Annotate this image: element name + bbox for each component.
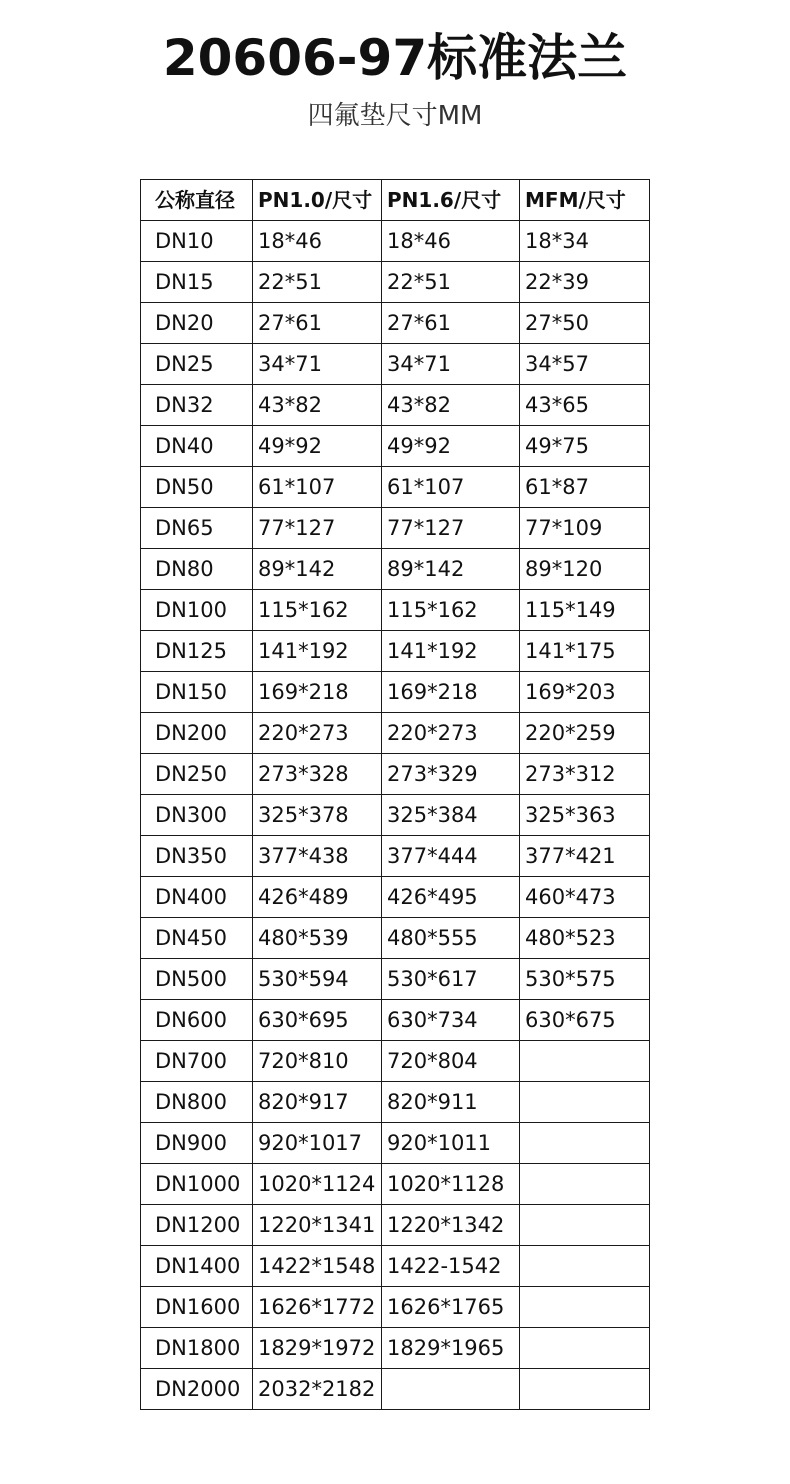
- cell-mfm-size: 630*675: [520, 1000, 650, 1041]
- cell-pn10-size: 377*438: [253, 836, 382, 877]
- table-row: [141, 795, 650, 836]
- table-row: [141, 385, 650, 426]
- cell-nominal-diameter: DN25: [141, 344, 253, 385]
- cell-pn10-size: 630*695: [253, 1000, 382, 1041]
- cell-pn16-size: 34*71: [382, 344, 520, 385]
- cell-pn16-size: 77*127: [382, 508, 520, 549]
- table-row: [141, 1123, 650, 1164]
- cell-nominal-diameter: DN1800: [141, 1328, 253, 1369]
- cell-pn16-size: 273*329: [382, 754, 520, 795]
- cell-pn10-size: 1626*1772: [253, 1287, 382, 1328]
- cell-pn10-size: 720*810: [253, 1041, 382, 1082]
- table-row: [141, 549, 650, 590]
- cell-nominal-diameter: DN10: [141, 221, 253, 262]
- cell-pn10-size: 325*378: [253, 795, 382, 836]
- table-row: [141, 1328, 650, 1369]
- table-row: [141, 508, 650, 549]
- table-row: [141, 877, 650, 918]
- cell-nominal-diameter: DN40: [141, 426, 253, 467]
- cell-mfm-size: 273*312: [520, 754, 650, 795]
- cell-nominal-diameter: DN200: [141, 713, 253, 754]
- cell-pn16-size: 49*92: [382, 426, 520, 467]
- cell-mfm-size: 61*87: [520, 467, 650, 508]
- cell-mfm-size: [520, 1041, 650, 1082]
- cell-pn16-size: 27*61: [382, 303, 520, 344]
- table-row: [141, 303, 650, 344]
- cell-nominal-diameter: DN400: [141, 877, 253, 918]
- table-row: [141, 1041, 650, 1082]
- cell-pn16-size: 820*911: [382, 1082, 520, 1123]
- table-row: [141, 467, 650, 508]
- table-row: [141, 344, 650, 385]
- table-row: [141, 918, 650, 959]
- table-row: [141, 959, 650, 1000]
- cell-mfm-size: [520, 1164, 650, 1205]
- cell-pn10-size: 169*218: [253, 672, 382, 713]
- cell-pn10-size: 141*192: [253, 631, 382, 672]
- cell-pn10-size: 2032*2182: [253, 1369, 382, 1410]
- cell-nominal-diameter: DN1200: [141, 1205, 253, 1246]
- gasket-size-table: [140, 179, 650, 1410]
- cell-mfm-size: 77*109: [520, 508, 650, 549]
- cell-pn10-size: 43*82: [253, 385, 382, 426]
- cell-nominal-diameter: DN150: [141, 672, 253, 713]
- table-row: [141, 754, 650, 795]
- cell-mfm-size: 530*575: [520, 959, 650, 1000]
- cell-pn16-size: 169*218: [382, 672, 520, 713]
- cell-mfm-size: 115*149: [520, 590, 650, 631]
- cell-pn16-size: 61*107: [382, 467, 520, 508]
- cell-pn10-size: 820*917: [253, 1082, 382, 1123]
- cell-pn16-size: 1626*1765: [382, 1287, 520, 1328]
- cell-nominal-diameter: DN900: [141, 1123, 253, 1164]
- cell-pn10-size: 1020*1124: [253, 1164, 382, 1205]
- table-row: [141, 1287, 650, 1328]
- cell-pn16-size: 1422-1542: [382, 1246, 520, 1287]
- cell-pn10-size: 220*273: [253, 713, 382, 754]
- table-header-row: [141, 180, 650, 221]
- cell-pn16-size: 141*192: [382, 631, 520, 672]
- cell-nominal-diameter: DN20: [141, 303, 253, 344]
- table-row: [141, 672, 650, 713]
- column-header-pn10: PN1.0/尺寸: [253, 180, 382, 221]
- column-header-mfm: MFM/尺寸: [520, 180, 650, 221]
- table-row: [141, 1082, 650, 1123]
- cell-mfm-size: [520, 1123, 650, 1164]
- cell-pn10-size: 34*71: [253, 344, 382, 385]
- cell-pn10-size: 27*61: [253, 303, 382, 344]
- cell-pn16-size: 89*142: [382, 549, 520, 590]
- cell-nominal-diameter: DN125: [141, 631, 253, 672]
- cell-mfm-size: [520, 1287, 650, 1328]
- table-row: [141, 836, 650, 877]
- cell-nominal-diameter: DN65: [141, 508, 253, 549]
- cell-mfm-size: [520, 1082, 650, 1123]
- table-row: [141, 1205, 650, 1246]
- table-row: [141, 713, 650, 754]
- cell-pn16-size: 530*617: [382, 959, 520, 1000]
- cell-nominal-diameter: DN80: [141, 549, 253, 590]
- cell-nominal-diameter: DN350: [141, 836, 253, 877]
- cell-nominal-diameter: DN1600: [141, 1287, 253, 1328]
- table-row: [141, 262, 650, 303]
- cell-mfm-size: 377*421: [520, 836, 650, 877]
- table-row: [141, 426, 650, 467]
- cell-pn10-size: 480*539: [253, 918, 382, 959]
- cell-mfm-size: 27*50: [520, 303, 650, 344]
- cell-mfm-size: [520, 1328, 650, 1369]
- table-row: [141, 1164, 650, 1205]
- cell-mfm-size: 34*57: [520, 344, 650, 385]
- cell-pn10-size: 273*328: [253, 754, 382, 795]
- cell-pn16-size: 220*273: [382, 713, 520, 754]
- cell-nominal-diameter: DN300: [141, 795, 253, 836]
- cell-nominal-diameter: DN2000: [141, 1369, 253, 1410]
- cell-mfm-size: 22*39: [520, 262, 650, 303]
- cell-mfm-size: 18*34: [520, 221, 650, 262]
- cell-pn16-size: 377*444: [382, 836, 520, 877]
- cell-pn10-size: 1829*1972: [253, 1328, 382, 1369]
- cell-mfm-size: 141*175: [520, 631, 650, 672]
- cell-pn16-size: [382, 1369, 520, 1410]
- cell-nominal-diameter: DN1400: [141, 1246, 253, 1287]
- cell-pn10-size: 22*51: [253, 262, 382, 303]
- cell-mfm-size: 89*120: [520, 549, 650, 590]
- cell-nominal-diameter: DN450: [141, 918, 253, 959]
- cell-mfm-size: [520, 1246, 650, 1287]
- cell-pn10-size: 920*1017: [253, 1123, 382, 1164]
- cell-pn10-size: 1220*1341: [253, 1205, 382, 1246]
- cell-pn16-size: 426*495: [382, 877, 520, 918]
- cell-pn10-size: 89*142: [253, 549, 382, 590]
- column-header-pn16: PN1.6/尺寸: [382, 180, 520, 221]
- cell-pn10-size: 77*127: [253, 508, 382, 549]
- cell-nominal-diameter: DN600: [141, 1000, 253, 1041]
- table-row: [141, 221, 650, 262]
- cell-pn16-size: 325*384: [382, 795, 520, 836]
- cell-nominal-diameter: DN15: [141, 262, 253, 303]
- cell-pn10-size: 115*162: [253, 590, 382, 631]
- cell-pn16-size: 18*46: [382, 221, 520, 262]
- cell-mfm-size: [520, 1205, 650, 1246]
- cell-mfm-size: 49*75: [520, 426, 650, 467]
- cell-mfm-size: [520, 1369, 650, 1410]
- cell-nominal-diameter: DN250: [141, 754, 253, 795]
- cell-pn10-size: 49*92: [253, 426, 382, 467]
- cell-pn16-size: 1829*1965: [382, 1328, 520, 1369]
- cell-mfm-size: 43*65: [520, 385, 650, 426]
- table-row: [141, 590, 650, 631]
- cell-mfm-size: 169*203: [520, 672, 650, 713]
- cell-pn16-size: 1220*1342: [382, 1205, 520, 1246]
- table-row: [141, 1000, 650, 1041]
- cell-nominal-diameter: DN500: [141, 959, 253, 1000]
- table-row: [141, 1369, 650, 1410]
- cell-pn16-size: 720*804: [382, 1041, 520, 1082]
- cell-pn16-size: 480*555: [382, 918, 520, 959]
- cell-pn10-size: 426*489: [253, 877, 382, 918]
- cell-pn16-size: 43*82: [382, 385, 520, 426]
- cell-pn10-size: 18*46: [253, 221, 382, 262]
- cell-pn16-size: 115*162: [382, 590, 520, 631]
- cell-pn10-size: 530*594: [253, 959, 382, 1000]
- cell-pn10-size: 1422*1548: [253, 1246, 382, 1287]
- table-body: [141, 221, 650, 1410]
- table-row: [141, 631, 650, 672]
- cell-nominal-diameter: DN100: [141, 590, 253, 631]
- cell-pn16-size: 1020*1128: [382, 1164, 520, 1205]
- table-row: [141, 1246, 650, 1287]
- page-subtitle: 四氟垫尺寸MM: [307, 101, 483, 131]
- cell-pn16-size: 630*734: [382, 1000, 520, 1041]
- cell-pn10-size: 61*107: [253, 467, 382, 508]
- cell-mfm-size: 480*523: [520, 918, 650, 959]
- cell-nominal-diameter: DN50: [141, 467, 253, 508]
- cell-nominal-diameter: DN32: [141, 385, 253, 426]
- cell-pn16-size: 920*1011: [382, 1123, 520, 1164]
- page-title: 20606-97标准法兰: [162, 29, 628, 87]
- cell-nominal-diameter: DN800: [141, 1082, 253, 1123]
- column-header-nominal-diameter: 公称直径: [141, 180, 253, 221]
- cell-nominal-diameter: DN1000: [141, 1164, 253, 1205]
- cell-pn16-size: 22*51: [382, 262, 520, 303]
- cell-nominal-diameter: DN700: [141, 1041, 253, 1082]
- cell-mfm-size: 220*259: [520, 713, 650, 754]
- cell-mfm-size: 460*473: [520, 877, 650, 918]
- cell-mfm-size: 325*363: [520, 795, 650, 836]
